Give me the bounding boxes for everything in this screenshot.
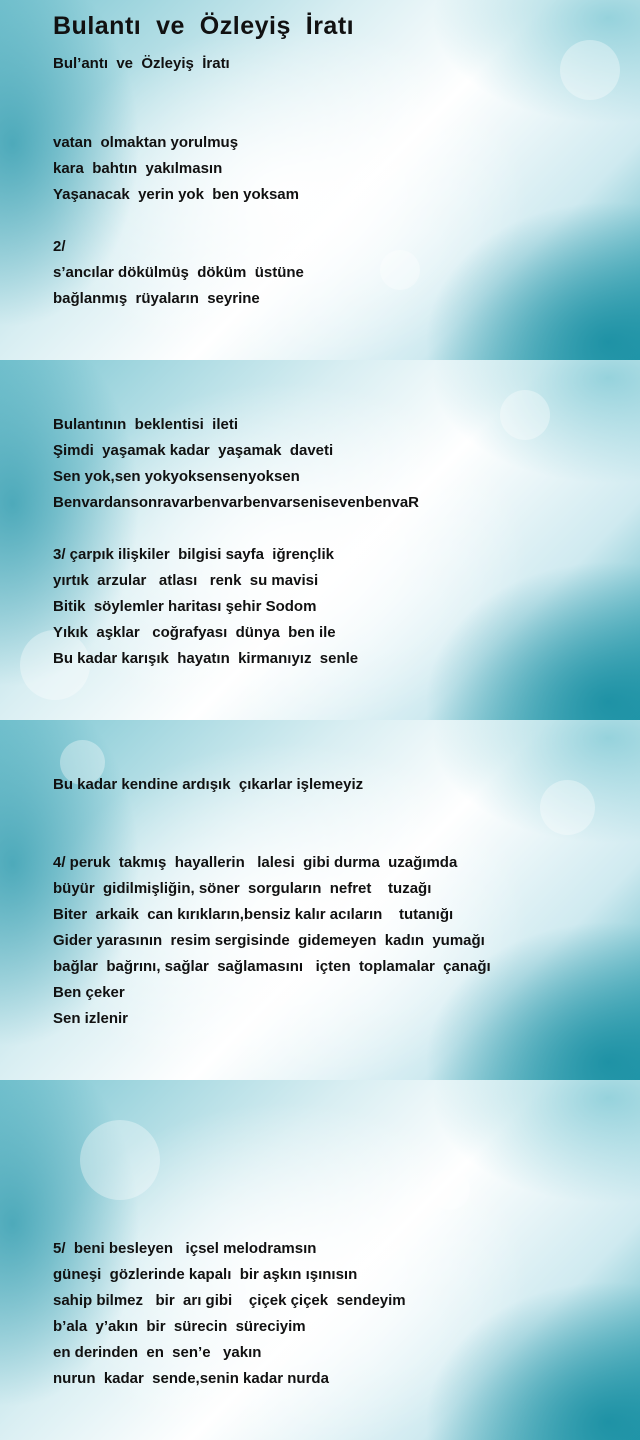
poem-line: güneşi gözlerinde kapalı bir aşkın ışınısın — [53, 1266, 358, 1283]
poem-line: 4/ peruk takmış hayallerin lalesi gibi durma uzağımda — [53, 854, 458, 871]
poem-panel-3 — [0, 720, 640, 1080]
poem-title: Bulantı ve Özleyiş İratı — [53, 12, 355, 40]
poem-line: Bitik söylemler haritası şehir Sodom — [53, 598, 317, 615]
poem-line: 5/ beni besleyen içsel melodramsın — [53, 1240, 317, 1257]
poem-line: 3/ çarpık ilişkiler bilgisi sayfa iğrençlik — [53, 546, 334, 563]
poem-line: bağlar bağrını, sağlar sağlamasını içten toplamalar çanağı — [53, 958, 491, 975]
poem-line: Bu kadar kendine ardışık çıkarlar işlemeyiz — [53, 776, 364, 793]
section-number: 2/ — [53, 238, 66, 255]
poem-line: bağlanmış rüyaların seyrine — [53, 290, 260, 307]
poem-line: sahip bilmez bir arı gibi çiçek çiçek sendeyim — [53, 1292, 406, 1309]
poem-line: nurun kadar sende,senin kadar nurda — [53, 1370, 329, 1387]
poem-line: Şimdi yaşamak kadar yaşamak daveti — [53, 442, 334, 459]
poem-panel-4 — [0, 1080, 640, 1440]
poem-line: en derinden en sen’e yakın — [53, 1344, 262, 1361]
poem-subtitle: Bul’antı ve Özleyiş İratı — [53, 55, 230, 72]
poem-line: b’ala y’akın bir sürecin süreciyim — [53, 1318, 306, 1335]
poem-line: Sen izlenir — [53, 1010, 129, 1027]
poem-line: Sen yok,sen yokyoksensenyoksen — [53, 468, 300, 485]
poem-line: s’ancılar dökülmüş döküm üstüne — [53, 264, 304, 281]
poem-line: Yıkık aşklar coğrafyası dünya ben ile — [53, 624, 336, 641]
poem-line: Biter arkaik can kırıkların,bensiz kalır acıların tutanığı — [53, 906, 454, 923]
poem-line: kara bahtın yakılmasın — [53, 160, 223, 177]
poem-line: BenvardansonravarbenvarbenvarsenisevenbenvaR — [53, 494, 420, 511]
poem-line: Gider yarasının resim sergisinde gidemeyen kadın yumağı — [53, 932, 485, 949]
poem-panel-1 — [0, 0, 640, 360]
poem-line: büyür gidilmişliğin, söner sorguların nefret tuzağı — [53, 880, 432, 897]
poem-panel-2 — [0, 360, 640, 720]
poem-line: Yaşanacak yerin yok ben yoksam — [53, 186, 299, 203]
poem-line: Ben çeker — [53, 984, 125, 1001]
poem-line: yırtık arzular atlası renk su mavisi — [53, 572, 319, 589]
poem-line: Bu kadar karışık hayatın kirmanıyız senle — [53, 650, 359, 667]
poem-line: Bulantının beklentisi ileti — [53, 416, 239, 433]
poem-line: vatan olmaktan yorulmuş — [53, 134, 239, 151]
